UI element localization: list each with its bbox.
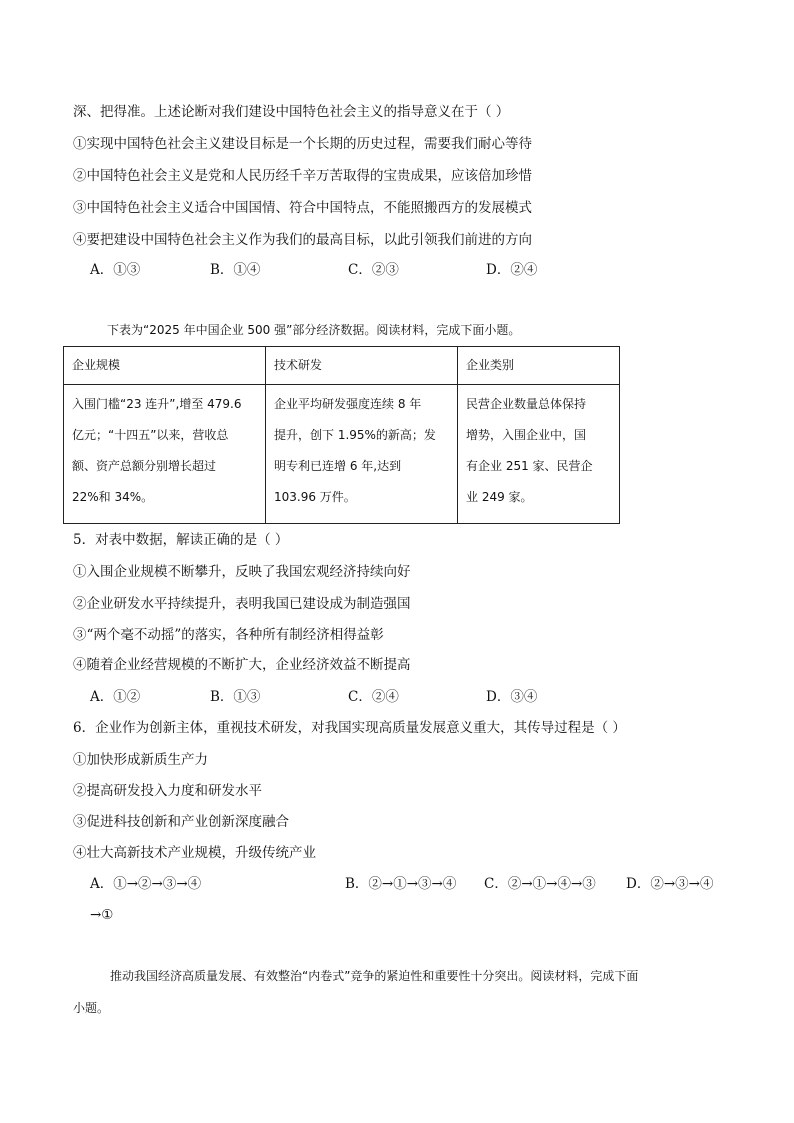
table-header-row — [64, 347, 620, 385]
q4-item-4: ④要把建设中国特色社会主义作为我们的最高目标，以此引领我们前进的方向 — [73, 232, 532, 248]
q6-item-3: ③促进科技创新和产业创新深度融合 — [73, 814, 289, 830]
material2-intro-line2: 小题。 — [73, 1001, 110, 1015]
q4-option-b: B．①④ — [210, 262, 261, 278]
q6-option-b: B．②→①→③→④ — [345, 876, 457, 892]
q6-option-a: A．①→②→③→④ — [90, 876, 202, 892]
q6-stem: 6．企业作为创新主体，重视技术研发，对我国实现高质量发展意义重大，其传导过程是（ ） — [73, 720, 626, 736]
q4-option-a: A．①③ — [90, 262, 141, 278]
q5-option-c: C．②④ — [348, 689, 399, 705]
cell-line: 有企业 251 家、民营企 — [466, 459, 593, 473]
q4-item-2: ②中国特色社会主义是党和人民历经千辛万苦取得的宝贵成果，应该倍加珍惜 — [73, 168, 532, 184]
q5-item-2: ②企业研发水平持续提升，表明我国已建设成为制造强国 — [73, 596, 411, 612]
cell-line: 额、资产总额分别增长超过 — [72, 459, 217, 473]
q5-option-d: D．③④ — [486, 689, 538, 705]
material1-intro: 下表为“2025 年中国企业 500 强”部分经济数据。阅读材料，完成下面小题。 — [107, 323, 521, 337]
q4-option-d: D．②④ — [486, 262, 538, 278]
q5-item-4: ④随着企业经营规模的不断扩大，企业经济效益不断提高 — [73, 657, 411, 673]
q6-option-d: D．②→③→④ — [626, 876, 714, 892]
cell-line: 增势，入围企业中，国 — [466, 428, 587, 442]
cell-line: 入围门槛“23 连升”,增至 479.6 — [72, 397, 242, 411]
cell-line: 22%和 34%。 — [72, 490, 154, 504]
cell-line: 103.96 万件。 — [274, 490, 356, 504]
q6-item-1: ①加快形成新质生产力 — [73, 752, 208, 768]
table-row — [64, 385, 620, 524]
q5-item-1: ①入围企业规模不断攀升，反映了我国宏观经济持续向好 — [73, 564, 411, 580]
q6-item-2: ②提高研发投入力度和研发水平 — [73, 783, 262, 799]
table-header-category: 企业类别 — [458, 347, 620, 385]
q6-option-d-wrap: →① — [90, 907, 114, 923]
table-header-rnd: 技术研发 — [266, 347, 458, 385]
q5-option-a: A．①② — [90, 689, 141, 705]
cell-line: 亿元；“十四五”以来，营收总 — [72, 428, 229, 442]
table-cell-category — [458, 385, 620, 524]
cell-line: 提升，创下 1.95%的新高；发 — [274, 428, 436, 442]
q4-stem-tail: 深、把得准。上述论断对我们建设中国特色社会主义的指导意义在于（ ） — [73, 104, 510, 120]
q6-option-c: C．②→①→④→③ — [484, 876, 596, 892]
table-header-scale: 企业规模 — [64, 347, 266, 385]
table-cell-scale — [64, 385, 266, 524]
material2-intro-line1: 推动我国经济高质量发展、有效整治“内卷式”竞争的紧迫性和重要性十分突出。阅读材料，完成下面 — [110, 969, 639, 983]
table-cell-rnd — [266, 385, 458, 524]
cell-line: 明专利已连增 6 年,达到 — [274, 459, 402, 473]
q4-option-c: C．②③ — [348, 262, 399, 278]
enterprise-data-table — [63, 346, 620, 524]
cell-line: 业 249 家。 — [466, 490, 533, 504]
q6-item-4: ④壮大高新技术产业规模，升级传统产业 — [73, 845, 316, 861]
cell-line: 民营企业数量总体保持 — [466, 397, 587, 411]
q5-option-b: B．①③ — [210, 689, 261, 705]
q5-item-3: ③“两个毫不动摇”的落实，各种所有制经济相得益彰 — [73, 627, 384, 643]
q4-item-3: ③中国特色社会主义适合中国国情、符合中国特点，不能照搬西方的发展模式 — [73, 200, 532, 216]
q4-item-1: ①实现中国特色社会主义建设目标是一个长期的历史过程，需要我们耐心等待 — [73, 136, 532, 152]
cell-line: 企业平均研发强度连续 8 年 — [274, 397, 422, 411]
q5-stem: 5．对表中数据，解读正确的是（ ） — [73, 532, 289, 548]
